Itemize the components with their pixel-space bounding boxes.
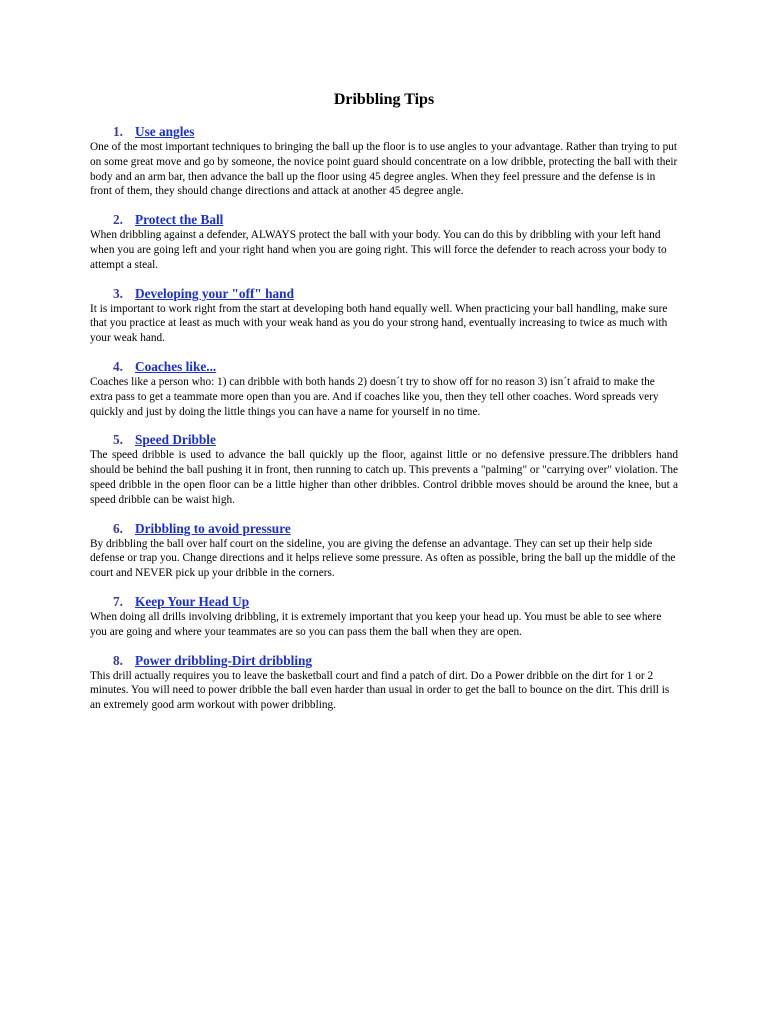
section-off-hand <box>90 286 678 346</box>
section-paragraph: Coaches like a person who: 1) can dribble with both hands 2) doesn´t try to show off for no reason 3) isn´t afraid to make the extra pass to get a teammate more open than you are. And if coaches like you, then they tell other coaches. Word spreads very quickly and just by doing the little things you can have a name for yourself in no time. <box>90 375 659 418</box>
section-paragraph: The speed dribble is used to advance the ball quickly up the floor, against little or no defensive pressure.The dribblers hand should be behind the ball pushing it in front, then running to catch up. This prevents a "palming" or "carrying over" violation. The speed dribble in the open floor can be a little higher than other dribbles. Control dribble moves should be around the knee, but a speed dribble can be waist high. <box>90 449 678 506</box>
section-paragraph: This drill actually requires you to leave the basketball court and find a patch of dirt. Do a Power dribble on the dirt for 1 or 2 minutes. You will need to power dribble the ball even harder than usual in order to get the ball to bounce on the dirt. This drill is an extremely good arm workout with power dribbling. <box>90 669 670 712</box>
section-heading <box>113 212 678 228</box>
page-title: Dribbling Tips <box>333 91 435 108</box>
section-number: 6. <box>113 520 123 536</box>
section-use-angles <box>90 124 678 199</box>
section-power-dribbling <box>90 653 678 713</box>
section-paragraph: By dribbling the ball over half court on the sideline, you are giving the defense an advantage. They can set up their help side defense or trap you. Change directions and it helps relieve some pressure. As often as possible, bring the ball up the middle of the court and NEVER pick up your dribble in the corners. <box>90 537 676 580</box>
section-number: 8. <box>113 652 123 668</box>
section-paragraph: One of the most important techniques to bringing the ball up the floor is to use angles to your advantage. Rather than trying to put on some great move and go by someone, the novice point guard should concentrate on a low dribble, protecting the ball with their body and an arm bar, then advance the ball up the floor using 45 degree angles. When they feel pressure and the defense is in front of them, they should change directions and attack at another 45 degree angle. <box>90 141 678 198</box>
section-avoid-pressure <box>90 521 678 581</box>
heading-link-protect-the-ball[interactable]: Protect the Ball <box>135 212 224 228</box>
heading-link-avoid-pressure[interactable]: Dribbling to avoid pressure <box>135 520 291 536</box>
document-page <box>90 90 678 726</box>
section-head-up <box>90 594 678 640</box>
section-paragraph: When dribbling against a defender, ALWAYS protect the ball with your body. You can do this by dribbling with your left hand when you are going left and your right hand when you are going right. This will force the defender to reach across your body to attempt a steal. <box>90 229 667 271</box>
section-heading <box>113 286 678 302</box>
heading-link-use-angles[interactable]: Use angles <box>135 124 195 139</box>
section-protect-the-ball <box>90 212 678 272</box>
section-number: 3. <box>113 285 123 301</box>
section-heading <box>113 432 678 448</box>
section-heading <box>113 359 678 375</box>
heading-link-power-dribbling[interactable]: Power dribbling-Dirt dribbling <box>135 652 313 668</box>
section-number: 4. <box>113 358 123 374</box>
section-coaches-like <box>90 359 678 419</box>
heading-link-speed-dribble[interactable]: Speed Dribble <box>135 432 216 448</box>
section-heading <box>113 653 678 669</box>
section-number: 7. <box>113 593 123 609</box>
heading-link-head-up[interactable]: Keep Your Head Up <box>135 593 250 609</box>
section-number: 2. <box>113 212 123 228</box>
section-heading <box>113 124 678 140</box>
section-paragraph: It is important to work right from the start at developing both hand equally well. When practicing your ball handling, make sure that you practice at least as much with your weak hand as you do your strong hand, eventually increasing to twice as much with your weak hand. <box>90 302 668 345</box>
section-heading <box>113 594 678 610</box>
section-paragraph: When doing all drills involving dribbling, it is extremely important that you keep your head up. You must be able to see where you are going and where your teammates are so you can pass them the ball when they are open. <box>90 610 662 638</box>
heading-link-coaches-like[interactable]: Coaches like... <box>135 358 217 374</box>
section-heading <box>113 521 678 537</box>
heading-link-off-hand[interactable]: Developing your "off" hand <box>135 285 294 301</box>
section-number: 5. <box>113 432 123 448</box>
section-speed-dribble <box>90 432 678 507</box>
section-number: 1. <box>113 124 123 139</box>
